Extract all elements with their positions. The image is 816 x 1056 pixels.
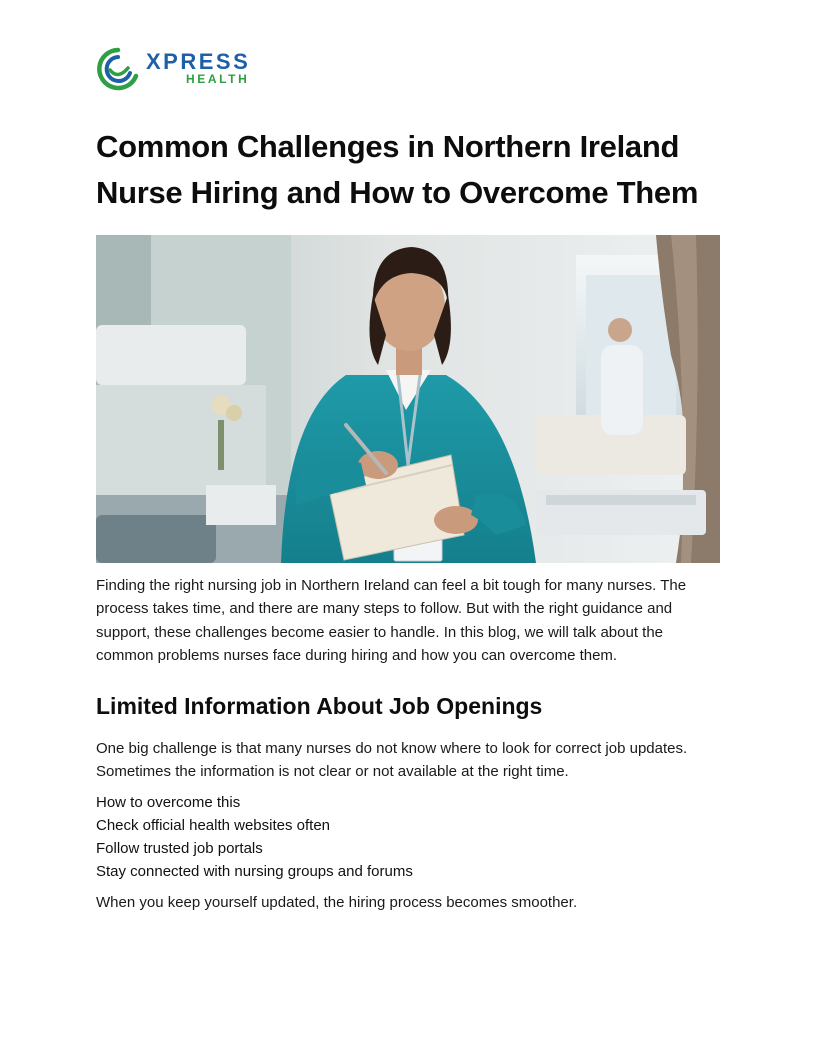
tips-list	[96, 791, 413, 883]
brand-name: XPRESS	[146, 49, 251, 74]
list-item: Follow trusted job portals	[96, 840, 263, 857]
list-item: Check official health websites often	[96, 817, 331, 834]
section-heading: Limited Information About Job Openings	[96, 693, 543, 719]
closing-paragraph: When you keep yourself updated, the hiring process becomes smoother.	[96, 894, 578, 911]
brand-logo[interactable]	[96, 46, 266, 92]
hero-image	[96, 235, 720, 563]
section-paragraph: One big challenge is that many nurses do not know where to look for correct job updates. Sometimes the information is not clear or not available at the right time.	[96, 740, 688, 781]
brand-sub: HEALTH	[186, 72, 250, 86]
list-item: Stay connected with nursing groups and forums	[96, 863, 413, 880]
nurse-photo-illustration	[96, 235, 720, 563]
xpress-health-logo-icon	[96, 46, 140, 92]
article-title: Common Challenges in Northern Ireland Nurse Hiring and How to Overcome Them	[96, 129, 699, 210]
intro-paragraph: Finding the right nursing job in Northern Ireland can feel a bit tough for many nurses. The process takes time, and there are many steps to follow. But with the right guidance and support, these challenges become easier to handle. In this blog, we will talk about the common problems nurses face during hiring and how you can overcome them.	[96, 577, 687, 664]
list-item: How to overcome this	[96, 794, 241, 811]
